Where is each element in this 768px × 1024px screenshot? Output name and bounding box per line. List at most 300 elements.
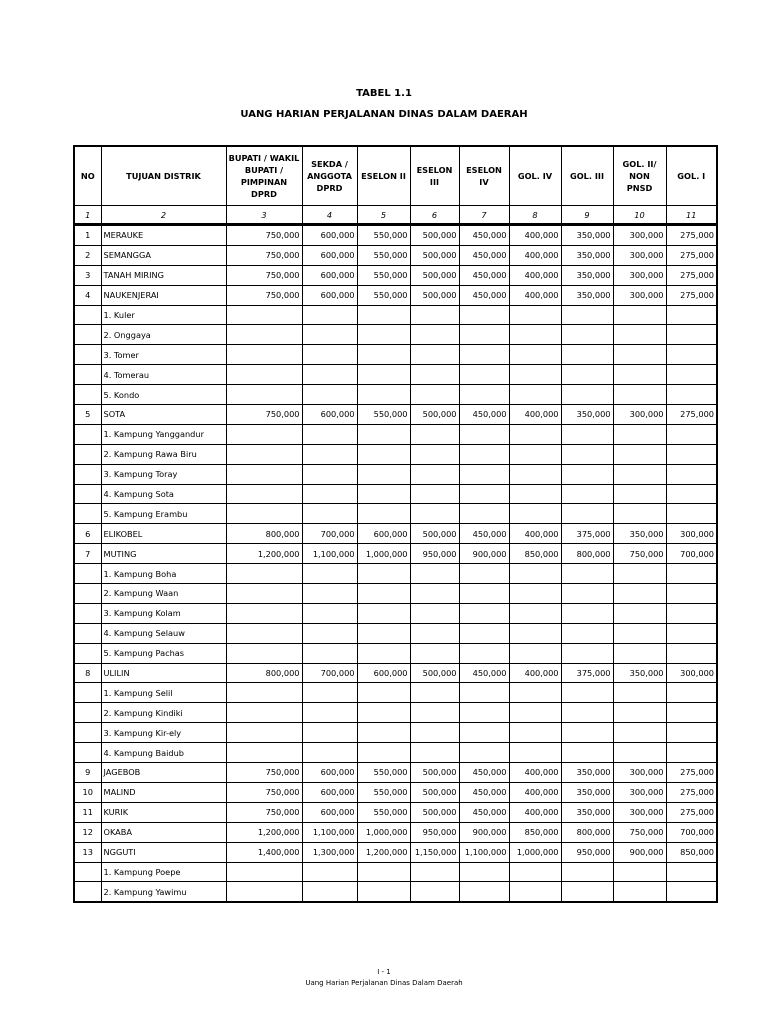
allowance-value bbox=[459, 623, 509, 643]
table-row bbox=[74, 763, 717, 783]
allowance-value: 950,000 bbox=[410, 544, 459, 564]
allowance-value bbox=[459, 385, 509, 405]
allowance-value bbox=[561, 444, 613, 464]
district-name: 3. Kampung Toray bbox=[101, 464, 226, 484]
allowance-value: 600,000 bbox=[357, 524, 410, 544]
column-number: 6 bbox=[410, 206, 459, 225]
allowance-value: 375,000 bbox=[561, 663, 613, 683]
allowance-value bbox=[410, 484, 459, 504]
allowance-value: 400,000 bbox=[509, 524, 561, 544]
allowance-value: 450,000 bbox=[459, 226, 509, 246]
allowance-value bbox=[302, 385, 357, 405]
allowance-value bbox=[613, 385, 666, 405]
allowance-value bbox=[302, 882, 357, 902]
allowance-value bbox=[509, 305, 561, 325]
allowance-value bbox=[410, 882, 459, 902]
allowance-value: 450,000 bbox=[459, 285, 509, 305]
allowance-value: 600,000 bbox=[302, 763, 357, 783]
row-number: 10 bbox=[74, 782, 101, 802]
column-header: GOL. III bbox=[561, 146, 613, 206]
allowance-value: 375,000 bbox=[561, 524, 613, 544]
allowance-value: 1,200,000 bbox=[226, 822, 302, 842]
allowance-value bbox=[302, 325, 357, 345]
allowance-value bbox=[459, 603, 509, 623]
district-name: 2. Onggaya bbox=[101, 325, 226, 345]
allowance-value bbox=[666, 584, 717, 604]
row-number bbox=[74, 345, 101, 365]
allowance-value bbox=[459, 862, 509, 882]
allowance-value bbox=[357, 444, 410, 464]
allowance-value bbox=[666, 623, 717, 643]
allowance-value bbox=[410, 365, 459, 385]
allowance-value: 750,000 bbox=[613, 822, 666, 842]
allowance-value bbox=[357, 424, 410, 444]
allowance-value bbox=[302, 345, 357, 365]
allowance-value bbox=[226, 365, 302, 385]
district-name: 1. Kampung Yanggandur bbox=[101, 424, 226, 444]
allowance-value bbox=[666, 345, 717, 365]
allowance-value bbox=[357, 584, 410, 604]
table-row bbox=[74, 444, 717, 464]
allowance-value bbox=[302, 464, 357, 484]
table-row bbox=[74, 524, 717, 544]
allowance-value bbox=[613, 703, 666, 723]
allowance-value: 1,200,000 bbox=[357, 842, 410, 862]
allowance-value bbox=[459, 882, 509, 902]
allowance-value bbox=[302, 683, 357, 703]
allowance-value bbox=[226, 584, 302, 604]
allowance-value: 300,000 bbox=[613, 265, 666, 285]
column-number: 10 bbox=[613, 206, 666, 225]
allowance-value: 300,000 bbox=[666, 524, 717, 544]
allowance-value bbox=[410, 683, 459, 703]
allowance-value bbox=[226, 743, 302, 763]
allowance-value bbox=[459, 444, 509, 464]
row-number bbox=[74, 862, 101, 882]
allowance-value bbox=[666, 564, 717, 584]
allowance-value bbox=[226, 723, 302, 743]
allowance-value bbox=[561, 504, 613, 524]
allowance-value: 900,000 bbox=[459, 544, 509, 564]
table-row bbox=[74, 484, 717, 504]
allowance-value bbox=[459, 484, 509, 504]
allowance-value bbox=[509, 385, 561, 405]
column-number: 9 bbox=[561, 206, 613, 225]
allowance-value: 275,000 bbox=[666, 285, 717, 305]
allowance-value bbox=[302, 723, 357, 743]
allowance-value bbox=[666, 365, 717, 385]
allowance-value: 450,000 bbox=[459, 405, 509, 425]
row-number: 6 bbox=[74, 524, 101, 544]
allowance-value bbox=[459, 464, 509, 484]
allowance-value bbox=[357, 385, 410, 405]
allowance-value: 500,000 bbox=[410, 245, 459, 265]
allowance-value bbox=[613, 325, 666, 345]
allowance-value bbox=[613, 345, 666, 365]
allowance-value bbox=[561, 723, 613, 743]
allowance-value bbox=[613, 444, 666, 464]
allowance-table bbox=[73, 145, 718, 903]
column-header: ESELON III bbox=[410, 146, 459, 206]
allowance-value: 500,000 bbox=[410, 405, 459, 425]
allowance-value bbox=[613, 564, 666, 584]
allowance-value bbox=[357, 643, 410, 663]
column-number: 3 bbox=[226, 206, 302, 225]
allowance-value: 400,000 bbox=[509, 763, 561, 783]
table-row bbox=[74, 564, 717, 584]
allowance-value bbox=[302, 564, 357, 584]
allowance-value bbox=[509, 564, 561, 584]
allowance-value: 550,000 bbox=[357, 405, 410, 425]
allowance-value: 550,000 bbox=[357, 285, 410, 305]
allowance-value bbox=[509, 464, 561, 484]
allowance-value: 1,200,000 bbox=[226, 544, 302, 564]
allowance-value: 550,000 bbox=[357, 265, 410, 285]
table-row bbox=[74, 504, 717, 524]
allowance-value bbox=[509, 325, 561, 345]
row-number bbox=[74, 325, 101, 345]
allowance-value: 1,000,000 bbox=[357, 544, 410, 564]
allowance-value: 550,000 bbox=[357, 802, 410, 822]
allowance-value bbox=[302, 584, 357, 604]
allowance-value bbox=[613, 743, 666, 763]
allowance-value: 450,000 bbox=[459, 245, 509, 265]
district-name: 3. Kampung Kolam bbox=[101, 603, 226, 623]
district-name: TANAH MIRING bbox=[101, 265, 226, 285]
allowance-value bbox=[226, 385, 302, 405]
allowance-value: 550,000 bbox=[357, 245, 410, 265]
district-name: 1. Kampung Boha bbox=[101, 564, 226, 584]
column-number: 11 bbox=[666, 206, 717, 225]
district-name: MERAUKE bbox=[101, 226, 226, 246]
allowance-value bbox=[226, 643, 302, 663]
table-row bbox=[74, 584, 717, 604]
allowance-value bbox=[561, 385, 613, 405]
column-header: ESELON IV bbox=[459, 146, 509, 206]
allowance-value: 275,000 bbox=[666, 265, 717, 285]
allowance-value: 600,000 bbox=[302, 265, 357, 285]
allowance-value: 450,000 bbox=[459, 782, 509, 802]
allowance-value bbox=[226, 703, 302, 723]
district-name: 4. Kampung Baidub bbox=[101, 743, 226, 763]
allowance-value: 400,000 bbox=[509, 245, 561, 265]
row-number bbox=[74, 504, 101, 524]
allowance-value bbox=[561, 683, 613, 703]
allowance-value bbox=[666, 882, 717, 902]
allowance-value bbox=[561, 484, 613, 504]
allowance-value: 1,150,000 bbox=[410, 842, 459, 862]
allowance-value bbox=[226, 564, 302, 584]
allowance-value: 500,000 bbox=[410, 265, 459, 285]
table-row bbox=[74, 345, 717, 365]
allowance-value: 600,000 bbox=[302, 285, 357, 305]
allowance-value bbox=[561, 703, 613, 723]
allowance-value bbox=[302, 703, 357, 723]
table-row bbox=[74, 544, 717, 564]
allowance-value: 275,000 bbox=[666, 226, 717, 246]
allowance-value bbox=[561, 424, 613, 444]
allowance-value: 275,000 bbox=[666, 802, 717, 822]
district-name: ULILIN bbox=[101, 663, 226, 683]
allowance-value: 1,100,000 bbox=[459, 842, 509, 862]
allowance-value: 550,000 bbox=[357, 763, 410, 783]
row-number: 2 bbox=[74, 245, 101, 265]
allowance-value bbox=[226, 484, 302, 504]
district-name: KURIK bbox=[101, 802, 226, 822]
allowance-value bbox=[666, 325, 717, 345]
allowance-value: 300,000 bbox=[666, 663, 717, 683]
allowance-value: 400,000 bbox=[509, 226, 561, 246]
row-number bbox=[74, 444, 101, 464]
allowance-value bbox=[410, 464, 459, 484]
district-name: 4. Tomerau bbox=[101, 365, 226, 385]
allowance-value bbox=[410, 584, 459, 604]
allowance-value: 350,000 bbox=[561, 802, 613, 822]
allowance-value: 400,000 bbox=[509, 663, 561, 683]
allowance-value bbox=[666, 484, 717, 504]
allowance-value: 500,000 bbox=[410, 763, 459, 783]
allowance-value bbox=[357, 305, 410, 325]
allowance-value: 400,000 bbox=[509, 285, 561, 305]
allowance-value bbox=[561, 882, 613, 902]
allowance-value: 500,000 bbox=[410, 226, 459, 246]
table-row bbox=[74, 285, 717, 305]
district-name: JAGEBOB bbox=[101, 763, 226, 783]
allowance-value bbox=[410, 723, 459, 743]
allowance-value bbox=[357, 504, 410, 524]
row-number: 1 bbox=[74, 226, 101, 246]
allowance-value bbox=[666, 743, 717, 763]
column-number: 1 bbox=[74, 206, 101, 225]
district-name: NAUKENJERAI bbox=[101, 285, 226, 305]
allowance-value bbox=[226, 345, 302, 365]
row-number: 12 bbox=[74, 822, 101, 842]
allowance-value bbox=[613, 424, 666, 444]
table-row bbox=[74, 265, 717, 285]
row-number bbox=[74, 703, 101, 723]
allowance-value bbox=[509, 504, 561, 524]
allowance-value bbox=[226, 683, 302, 703]
allowance-value bbox=[302, 743, 357, 763]
allowance-value bbox=[302, 603, 357, 623]
allowance-value: 400,000 bbox=[509, 265, 561, 285]
table-row bbox=[74, 365, 717, 385]
row-number bbox=[74, 683, 101, 703]
table-row bbox=[74, 862, 717, 882]
allowance-value bbox=[357, 882, 410, 902]
table-row bbox=[74, 743, 717, 763]
district-name: 5. Kampung Erambu bbox=[101, 504, 226, 524]
allowance-value: 600,000 bbox=[357, 663, 410, 683]
allowance-value bbox=[410, 862, 459, 882]
allowance-value: 350,000 bbox=[561, 782, 613, 802]
table-row bbox=[74, 603, 717, 623]
allowance-value: 700,000 bbox=[666, 822, 717, 842]
allowance-value: 850,000 bbox=[509, 544, 561, 564]
allowance-value bbox=[509, 683, 561, 703]
allowance-value bbox=[666, 723, 717, 743]
row-number bbox=[74, 424, 101, 444]
district-name: 3. Kampung Kir-ely bbox=[101, 723, 226, 743]
row-number: 13 bbox=[74, 842, 101, 862]
allowance-value bbox=[509, 345, 561, 365]
allowance-value: 450,000 bbox=[459, 663, 509, 683]
allowance-value bbox=[357, 484, 410, 504]
district-name: MALIND bbox=[101, 782, 226, 802]
allowance-value: 800,000 bbox=[226, 524, 302, 544]
allowance-value bbox=[561, 325, 613, 345]
allowance-value bbox=[509, 484, 561, 504]
allowance-value bbox=[561, 603, 613, 623]
allowance-value bbox=[509, 643, 561, 663]
allowance-value: 900,000 bbox=[613, 842, 666, 862]
allowance-value: 600,000 bbox=[302, 802, 357, 822]
allowance-value: 275,000 bbox=[666, 405, 717, 425]
allowance-value bbox=[613, 862, 666, 882]
allowance-value bbox=[410, 325, 459, 345]
allowance-value bbox=[459, 424, 509, 444]
allowance-value bbox=[509, 862, 561, 882]
district-name: OKABA bbox=[101, 822, 226, 842]
allowance-value bbox=[410, 305, 459, 325]
allowance-value bbox=[509, 603, 561, 623]
row-number bbox=[74, 564, 101, 584]
allowance-value bbox=[666, 305, 717, 325]
allowance-value bbox=[459, 584, 509, 604]
district-name: 1. Kampung Selil bbox=[101, 683, 226, 703]
allowance-value bbox=[459, 305, 509, 325]
allowance-value bbox=[666, 683, 717, 703]
table-row bbox=[74, 385, 717, 405]
table-row bbox=[74, 882, 717, 902]
allowance-value: 750,000 bbox=[613, 544, 666, 564]
table-row bbox=[74, 623, 717, 643]
allowance-value: 600,000 bbox=[302, 782, 357, 802]
allowance-value: 700,000 bbox=[302, 663, 357, 683]
allowance-value bbox=[357, 703, 410, 723]
allowance-value: 300,000 bbox=[613, 285, 666, 305]
allowance-value bbox=[666, 703, 717, 723]
allowance-value bbox=[459, 564, 509, 584]
allowance-value bbox=[613, 584, 666, 604]
allowance-value bbox=[226, 623, 302, 643]
allowance-value: 1,000,000 bbox=[509, 842, 561, 862]
column-number: 4 bbox=[302, 206, 357, 225]
allowance-value bbox=[613, 484, 666, 504]
allowance-value: 750,000 bbox=[226, 265, 302, 285]
district-name: MUTING bbox=[101, 544, 226, 564]
allowance-value bbox=[613, 504, 666, 524]
allowance-value: 750,000 bbox=[226, 285, 302, 305]
district-name: 4. Kampung Selauw bbox=[101, 623, 226, 643]
district-name: 1. Kuler bbox=[101, 305, 226, 325]
table-row bbox=[74, 782, 717, 802]
column-header: NO bbox=[74, 146, 101, 206]
allowance-value bbox=[302, 444, 357, 464]
allowance-value: 950,000 bbox=[410, 822, 459, 842]
allowance-value bbox=[459, 345, 509, 365]
allowance-value bbox=[561, 643, 613, 663]
district-name: ELIKOBEL bbox=[101, 524, 226, 544]
allowance-value bbox=[410, 623, 459, 643]
allowance-value: 750,000 bbox=[226, 782, 302, 802]
allowance-value bbox=[410, 703, 459, 723]
allowance-value bbox=[357, 862, 410, 882]
column-number: 5 bbox=[357, 206, 410, 225]
allowance-value bbox=[666, 444, 717, 464]
allowance-value: 500,000 bbox=[410, 802, 459, 822]
column-number: 7 bbox=[459, 206, 509, 225]
allowance-value bbox=[459, 723, 509, 743]
row-number bbox=[74, 584, 101, 604]
allowance-value: 750,000 bbox=[226, 802, 302, 822]
allowance-value bbox=[302, 424, 357, 444]
allowance-value: 1,100,000 bbox=[302, 822, 357, 842]
allowance-value bbox=[459, 703, 509, 723]
allowance-value bbox=[357, 623, 410, 643]
allowance-value: 600,000 bbox=[302, 245, 357, 265]
allowance-value bbox=[357, 723, 410, 743]
table-row bbox=[74, 226, 717, 246]
row-number bbox=[74, 464, 101, 484]
row-number bbox=[74, 305, 101, 325]
allowance-value bbox=[561, 345, 613, 365]
district-name: SEMANGGA bbox=[101, 245, 226, 265]
row-number bbox=[74, 365, 101, 385]
allowance-value: 275,000 bbox=[666, 782, 717, 802]
district-name: NGGUTI bbox=[101, 842, 226, 862]
table-row bbox=[74, 802, 717, 822]
row-number: 5 bbox=[74, 405, 101, 425]
table-row bbox=[74, 405, 717, 425]
allowance-value: 350,000 bbox=[561, 265, 613, 285]
allowance-value bbox=[357, 743, 410, 763]
allowance-value: 350,000 bbox=[613, 524, 666, 544]
allowance-value bbox=[561, 365, 613, 385]
district-name: 3. Tomer bbox=[101, 345, 226, 365]
allowance-value bbox=[226, 464, 302, 484]
column-number: 2 bbox=[101, 206, 226, 225]
district-name: 2. Kampung Waan bbox=[101, 584, 226, 604]
allowance-value: 1,300,000 bbox=[302, 842, 357, 862]
page-number: I - 1 bbox=[377, 968, 391, 976]
allowance-value: 550,000 bbox=[357, 782, 410, 802]
allowance-value bbox=[509, 424, 561, 444]
allowance-value: 750,000 bbox=[226, 763, 302, 783]
allowance-value bbox=[357, 603, 410, 623]
allowance-value: 500,000 bbox=[410, 782, 459, 802]
row-number bbox=[74, 643, 101, 663]
allowance-value: 300,000 bbox=[613, 245, 666, 265]
allowance-value: 600,000 bbox=[302, 405, 357, 425]
allowance-value: 400,000 bbox=[509, 405, 561, 425]
allowance-value: 450,000 bbox=[459, 524, 509, 544]
allowance-value bbox=[666, 862, 717, 882]
column-header: BUPATI / WAKIL BUPATI / PIMPINAN DPRD bbox=[226, 146, 302, 206]
allowance-value: 850,000 bbox=[666, 842, 717, 862]
row-number bbox=[74, 743, 101, 763]
table-row bbox=[74, 842, 717, 862]
table-title: TABEL 1.1 bbox=[356, 88, 412, 99]
row-number bbox=[74, 723, 101, 743]
allowance-value bbox=[666, 643, 717, 663]
allowance-value: 1,000,000 bbox=[357, 822, 410, 842]
allowance-value bbox=[226, 882, 302, 902]
column-header: SEKDA / ANGGOTA DPRD bbox=[302, 146, 357, 206]
allowance-value: 350,000 bbox=[613, 663, 666, 683]
district-name: 2. Kampung Kindiki bbox=[101, 703, 226, 723]
allowance-value: 275,000 bbox=[666, 245, 717, 265]
